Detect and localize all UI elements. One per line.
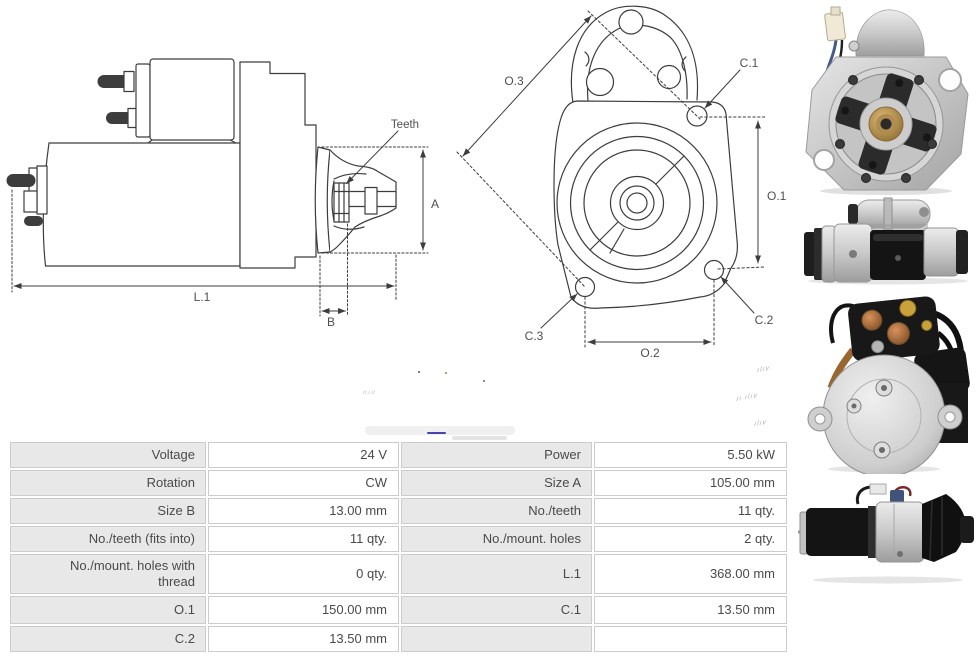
dim-o3-label: O.3 (504, 74, 524, 88)
table-row (10, 470, 787, 496)
spec-value-cell: 13.00 mm (208, 498, 399, 524)
teeth-label: Teeth (390, 119, 420, 131)
table-row (10, 442, 787, 468)
gear-block-outline (240, 62, 316, 268)
rear-terminal-outline (13, 166, 47, 221)
watermark-artifact: n.ı.ıl (362, 390, 375, 396)
spec-label-cell: Size B (10, 498, 206, 524)
spec-value-cell: 13.50 mm (594, 596, 787, 624)
spec-label-cell: Voltage (10, 442, 206, 468)
spec-label-cell: No./teeth (fits into) (10, 526, 206, 552)
spec-label-cell: C.2 (10, 626, 206, 652)
spec-value-cell: 24 V (208, 442, 399, 468)
starter-front-view-photo[interactable] (798, 2, 976, 195)
dim-o2-label: O.2 (640, 346, 660, 360)
spec-label-cell: Power (401, 442, 592, 468)
front-view-technical-drawing (450, 0, 795, 372)
length-l1-label: L.1 (193, 290, 211, 304)
motor-cylinder (806, 508, 872, 556)
spec-label-cell: No./teeth (401, 498, 592, 524)
spec-label-cell: Size A (401, 470, 592, 496)
drive-flange-outline (315, 147, 330, 253)
hole-c3 (576, 278, 595, 297)
watermark-artifact: ıı ılıv (735, 391, 759, 404)
spec-value-cell: 368.00 mm (594, 554, 787, 594)
bell-housing-outline (571, 6, 697, 103)
starter-side-view-photo-2[interactable] (798, 476, 976, 588)
table-row (10, 498, 787, 524)
starter-side-view-photo[interactable] (798, 196, 976, 286)
product-photo-column (798, 0, 976, 600)
spec-label-cell: C.1 (401, 596, 592, 624)
scan-dot (418, 371, 420, 373)
spec-label-cell: No./mount. holes with thread (10, 554, 206, 594)
spec-value-cell: 5.50 kW (594, 442, 787, 468)
solenoid-end-cap (847, 295, 941, 362)
spec-label-cell: L.1 (401, 554, 592, 594)
watermark-artifact: ılıv (753, 418, 768, 429)
spec-value-cell: 2 qty. (594, 526, 787, 552)
spec-value-cell: 105.00 mm (594, 470, 787, 496)
size-b-label: B (326, 315, 336, 329)
dim-o1-label: O.1 (767, 189, 787, 203)
spec-label-cell (401, 626, 592, 652)
spec-value-cell: CW (208, 470, 399, 496)
table-row (10, 554, 787, 594)
table-row (10, 596, 787, 624)
size-a-label: A (430, 197, 440, 211)
side-view-technical-drawing (0, 0, 450, 335)
dim-c2-label: C.2 (754, 313, 774, 327)
dim-c1-label: C.1 (739, 56, 759, 70)
starter-rear-view-photo[interactable] (798, 288, 976, 474)
table-row (10, 526, 787, 552)
scan-dot (483, 380, 485, 382)
scan-dot (445, 372, 447, 374)
spec-value-cell (594, 626, 787, 652)
spec-value-cell: 11 qty. (208, 526, 399, 552)
table-row (10, 626, 787, 652)
drive-end-cone (922, 494, 966, 562)
spec-table (8, 440, 789, 654)
watermark-artifact: ılıv (756, 364, 771, 375)
spec-value-cell: 0 qty. (208, 554, 399, 594)
spec-label-cell: O.1 (10, 596, 206, 624)
spec-value-cell: 11 qty. (594, 498, 787, 524)
solenoid-outline (104, 59, 236, 143)
motor-body-outline (43, 143, 240, 266)
spec-label-cell: Rotation (10, 470, 206, 496)
dim-c3-label: C.3 (524, 329, 544, 343)
spec-label-cell: No./mount. holes (401, 526, 592, 552)
spec-value-cell: 150.00 mm (208, 596, 399, 624)
scan-smudge (427, 432, 446, 434)
spec-value-cell: 13.50 mm (208, 626, 399, 652)
